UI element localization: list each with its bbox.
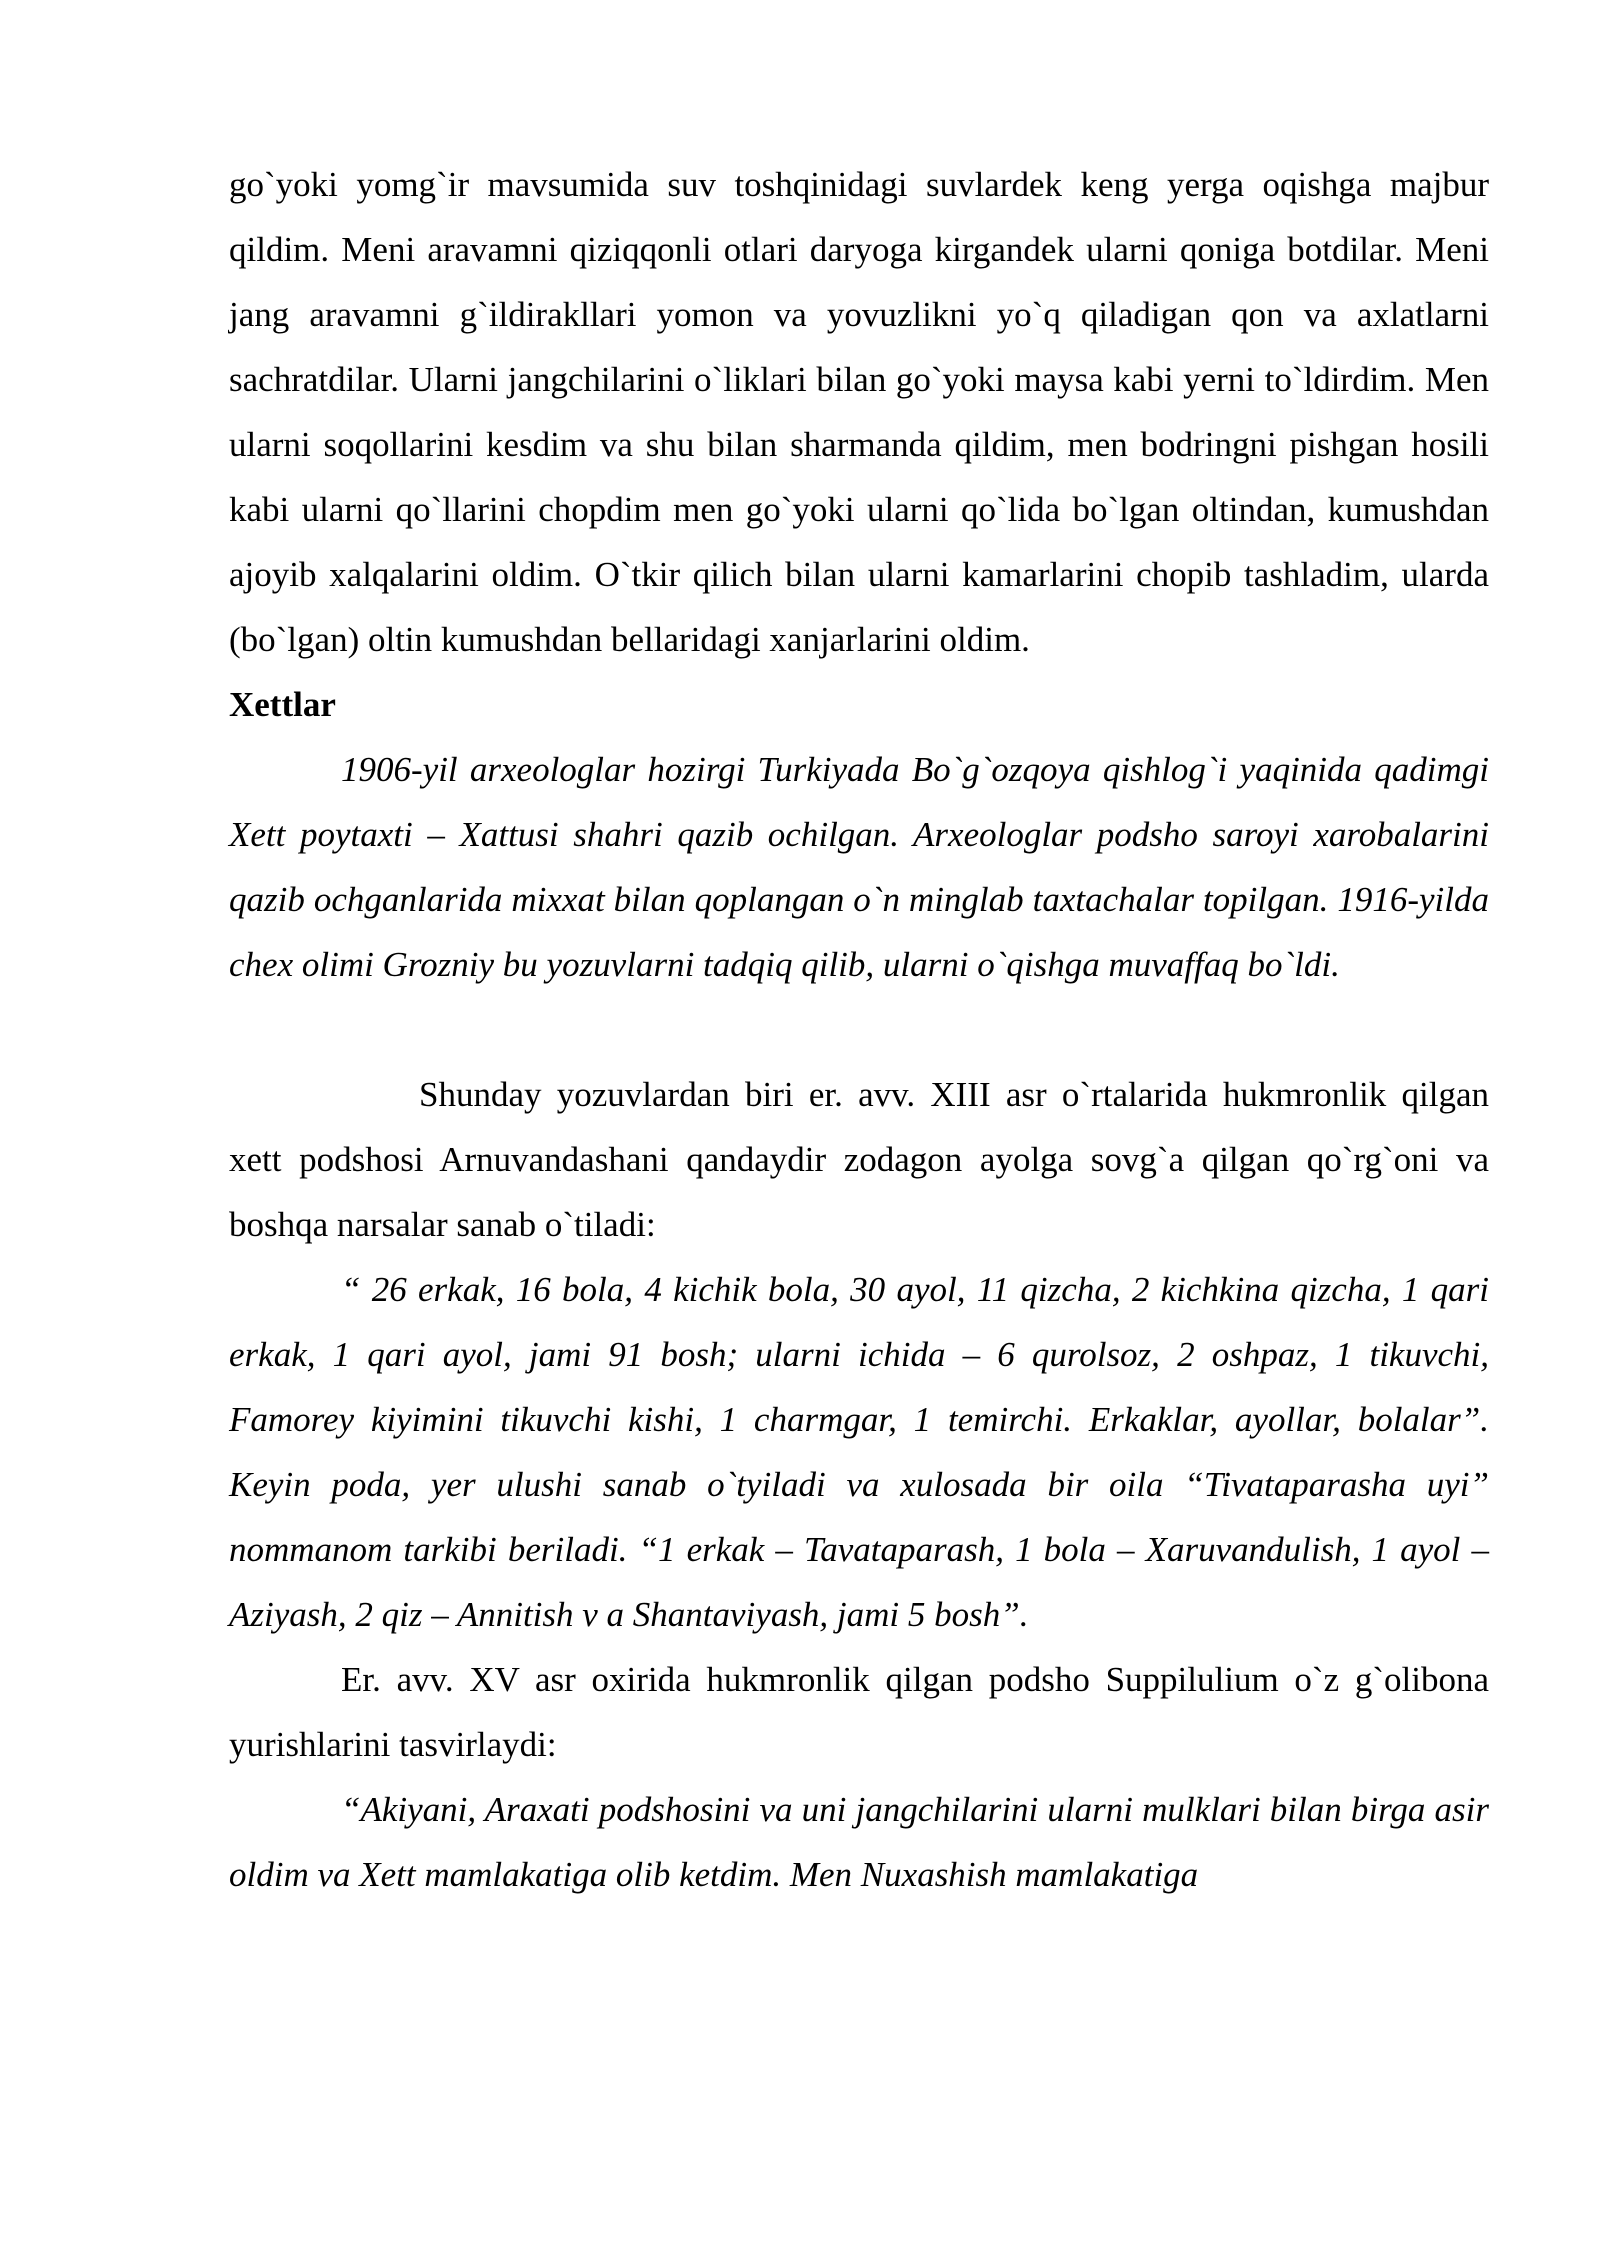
paragraph-2: Shunday yozuvlardan biri er. avv. XIII asr o`rtalarida hukmronlik qilgan xett podshosi Arnuvandashani qandaydir zodagon ayolga sovg`a qilgan qo`rg`oni va boshqa narsalar sanab o`tiladi: (229, 1075, 1489, 1244)
italic-intro-paragraph: 1906-yil arxeologlar hozirgi Turkiyada Bo`g`ozqoya qishlog`i yaqinida qadimgi Xett poytaxti – Xattusi shahri qazib ochilgan. Arxeologlar podsho saroyi xarobalarini qazib ochganlarida mixxat bilan qoplangan o`n minglab taxtachalar topilgan. 1916-yilda chex olimi Grozniy bu yozuvlarni tadqiq qilib, ularni o`qishga muvaffaq bo`ldi. (229, 750, 1489, 984)
paragraph-3: Er. avv. XV asr oxirida hukmronlik qilgan podsho Suppilulium o`z g`olibona yurishlarini tasvirlaydi: (229, 1660, 1489, 1764)
section-heading: Xettlar (229, 685, 336, 724)
paragraph-continued: go`yoki yomg`ir mavsumida suv toshqinidagi suvlardek keng yerga oqishga majbur qildim. Meni aravamni qiziqqonli otlari daryoga kirgandek ularni qoniga botdilar. Meni jang aravamni g`ildirakllari yomon va yovuzlikni yo`q qiladigan qon va axlatlarni sachratdilar. Ularni jangchilarini o`liklari bilan go`yoki maysa kabi yerni to`ldirdim. Men ularni soqollarini kesdim va shu bilan sharmanda qildim, men bodringni pishgan hosili kabi ularni qo`llarini chopdim men go`yoki ularni qo`lida bo`lgan oltindan, kumushdan ajoyib xalqalarini oldim. O`tkir qilich bilan ularni kamarlarini chopib tashladim, ularda (bo`lgan) oltin kumushdan bellaridagi xanjarlarini oldim. (229, 165, 1489, 659)
quote-2: “Akiyani, Araxati podshosini va uni jangchilarini ularni mulklari bilan birga asir oldim va Xett mamlakatiga olib ketdim. Men Nuxashish mamlakatiga (229, 1790, 1489, 1894)
document-body (229, 152, 1489, 1907)
paragraph-gap (229, 997, 1489, 1062)
quote-1: “ 26 erkak, 16 bola, 4 kichik bola, 30 ayol, 11 qizcha, 2 kichkina qizcha, 1 qari erkak, 1 qari ayol, jami 91 bosh; ularni ichida – 6 qurolsoz, 2 oshpaz, 1 tikuvchi, Famorey kiyimini tikuvchi kishi, 1 charmgar, 1 temirchi. Erkaklar, ayollar, bolalar”. Keyin poda, yer ulushi sanab o`tyiladi va xulosada bir oila “Tivataparasha uyi” nommanom tarkibi beriladi. “1 erkak – Tavataparash, 1 bola – Xaruvandulish, 1 ayol – Aziyash, 2 qiz – Annitish v a Shantaviyash, jami 5 bosh”. (229, 1270, 1489, 1634)
